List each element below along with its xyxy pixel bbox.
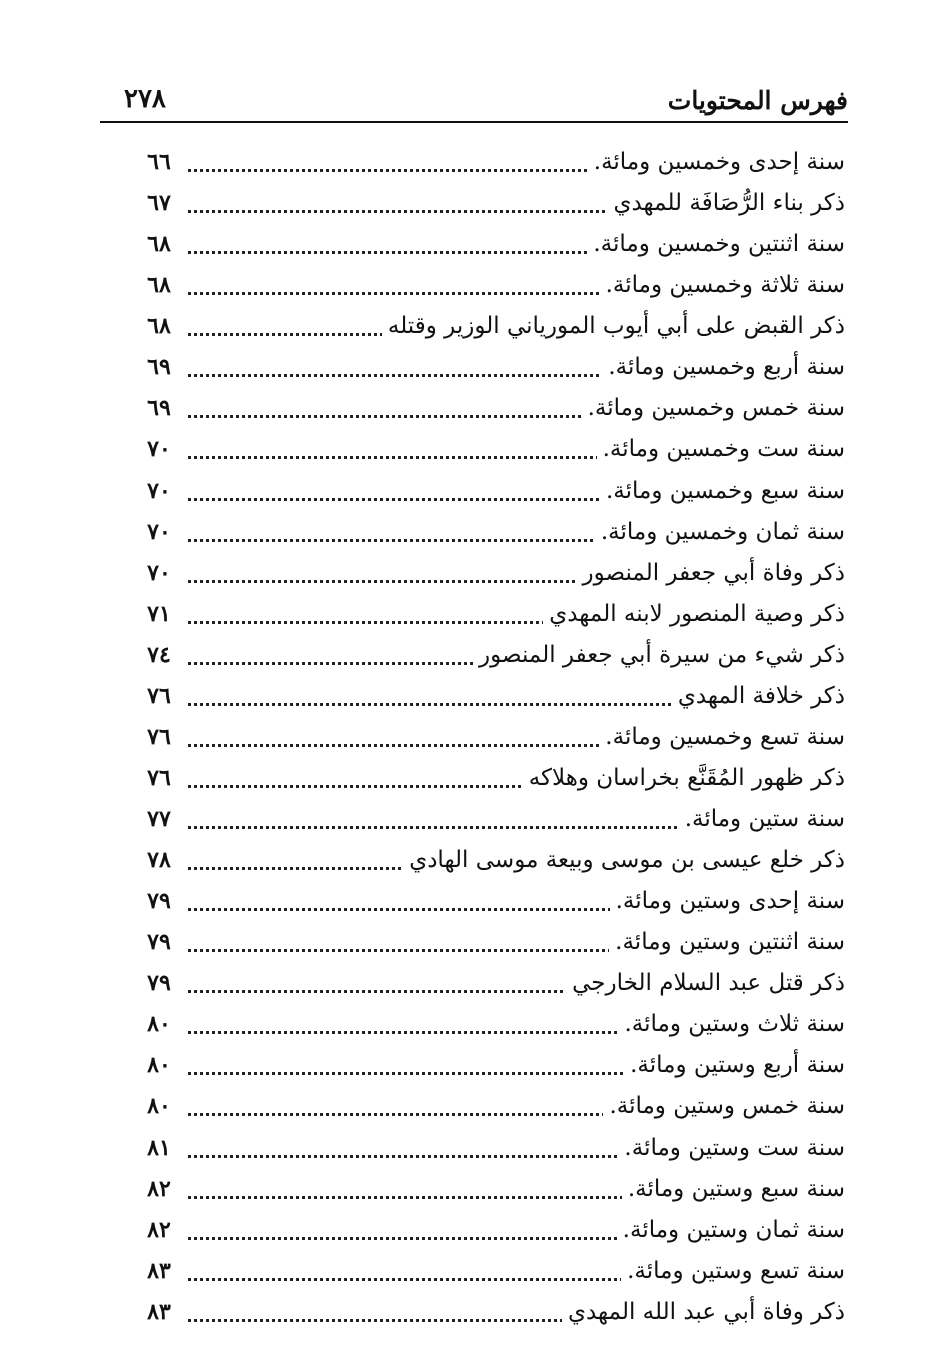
toc-entry-page-number: ٧١ bbox=[147, 600, 171, 627]
toc-entry bbox=[120, 1003, 845, 1044]
toc-entry bbox=[120, 141, 845, 182]
toc-entry-page-number: ٦٨ bbox=[147, 272, 171, 299]
toc-entry-page-number: ٦٧ bbox=[147, 190, 171, 217]
toc-entry-page-number: ٧٨ bbox=[147, 847, 171, 874]
toc-entry-page-number: ٧٠ bbox=[147, 559, 171, 586]
header-page-number: ٢٧٨ bbox=[124, 84, 166, 114]
toc-entry-title: سنة تسع وستين ومائة. bbox=[621, 1256, 845, 1286]
toc-entry bbox=[120, 1127, 845, 1168]
toc-entry-page-number: ٦٩ bbox=[147, 354, 171, 381]
toc-entry-page-number: ٨٢ bbox=[147, 1216, 171, 1243]
toc-entry-page-number: ٧٦ bbox=[147, 764, 171, 791]
toc-entry bbox=[120, 182, 845, 223]
page-header bbox=[100, 80, 848, 120]
toc-entry bbox=[120, 675, 845, 716]
toc-entry-title: سنة ست وستين ومائة. bbox=[618, 1133, 845, 1163]
toc-entry-title: ذكر قتل عبد السلام الخارجي bbox=[566, 968, 845, 998]
toc-entry-title: سنة ستين ومائة. bbox=[679, 804, 845, 834]
toc-entry-title: ذكر خلافة المهدي bbox=[672, 681, 845, 711]
toc-entry-title: سنة ثلاثة وخمسين ومائة. bbox=[600, 270, 845, 300]
toc-entry-title: ذكر وفاة أبي عبد الله المهدي bbox=[562, 1297, 845, 1327]
toc-entry bbox=[120, 716, 845, 757]
toc-entry bbox=[120, 1291, 845, 1332]
toc-entry-page-number: ٦٨ bbox=[147, 231, 171, 258]
toc-entry-page-number: ٨١ bbox=[147, 1134, 171, 1161]
toc-entry-title: سنة اثنتين وخمسين ومائة. bbox=[587, 229, 845, 259]
header-divider bbox=[100, 121, 848, 123]
toc-entry bbox=[120, 634, 845, 675]
toc-entry-title: سنة ثمان وستين ومائة. bbox=[617, 1215, 845, 1245]
toc-entry bbox=[120, 552, 845, 593]
toc-entry-title: سنة تسع وخمسين ومائة. bbox=[599, 722, 845, 752]
toc-entry-title: ذكر وفاة أبي جعفر المنصور bbox=[577, 558, 845, 588]
toc-entry bbox=[120, 1209, 845, 1250]
toc-entry-page-number: ٧٩ bbox=[147, 929, 171, 956]
toc-entry-title: ذكر شيء من سيرة أبي جعفر المنصور bbox=[473, 640, 845, 670]
toc-entry-page-number: ٧٠ bbox=[147, 477, 171, 504]
toc-entry bbox=[120, 511, 845, 552]
toc-entry bbox=[120, 470, 845, 511]
toc-entry-title: ذكر بناء الرُّصَافَة للمهدي bbox=[607, 188, 845, 218]
table-of-contents bbox=[120, 141, 845, 1332]
toc-entry-page-number: ٧٠ bbox=[147, 436, 171, 463]
toc-entry bbox=[120, 962, 845, 1003]
toc-entry-title: سنة خمس وستين ومائة. bbox=[603, 1091, 845, 1121]
toc-entry-title: سنة إحدى وخمسين ومائة. bbox=[588, 147, 845, 177]
toc-entry bbox=[120, 839, 845, 880]
toc-entry-page-number: ٧٦ bbox=[147, 682, 171, 709]
toc-entry-page-number: ٦٦ bbox=[147, 149, 171, 175]
toc-entry-title: سنة أربع وخمسين ومائة. bbox=[602, 352, 845, 382]
toc-entry-title: سنة اثنتين وستين ومائة. bbox=[609, 927, 845, 957]
toc-entry bbox=[120, 880, 845, 921]
toc-entry-page-number: ٦٨ bbox=[147, 313, 171, 340]
toc-entry-title: سنة ثلاث وستين ومائة. bbox=[619, 1009, 846, 1039]
toc-entry-page-number: ٦٩ bbox=[147, 395, 171, 422]
toc-entry-page-number: ٧٧ bbox=[147, 806, 171, 832]
header-title: فهرس المحتويات bbox=[667, 86, 848, 115]
toc-entry-page-number: ٨٠ bbox=[147, 1052, 171, 1079]
toc-entry bbox=[120, 1168, 845, 1209]
toc-entry-title: سنة ست وخمسين ومائة. bbox=[597, 434, 845, 464]
toc-entry-page-number: ٨٢ bbox=[147, 1175, 171, 1202]
toc-entry-title: سنة خمس وخمسين ومائة. bbox=[582, 393, 845, 423]
toc-entry-title: سنة ثمان وخمسين ومائة. bbox=[595, 517, 845, 547]
toc-entry-page-number: ٨٣ bbox=[147, 1298, 171, 1325]
toc-entry bbox=[120, 305, 845, 346]
toc-entry-page-number: ٨٣ bbox=[147, 1257, 171, 1284]
toc-entry-page-number: ٧٩ bbox=[147, 888, 171, 915]
toc-entry-page-number: ٧٠ bbox=[147, 518, 171, 545]
toc-entry-title: سنة أربع وستين ومائة. bbox=[624, 1050, 845, 1080]
toc-entry bbox=[120, 264, 845, 305]
toc-entry-page-number: ٨٠ bbox=[147, 1011, 171, 1038]
toc-entry-page-number: ٧٦ bbox=[147, 723, 171, 750]
toc-entry-title: سنة سبع وستين ومائة. bbox=[622, 1174, 845, 1204]
toc-entry bbox=[120, 428, 845, 469]
toc-entry-title: ذكر القبض على أبي أيوب المورياني الوزير وقتله bbox=[382, 311, 845, 341]
toc-entry-title: سنة سبع وخمسين ومائة. bbox=[600, 476, 845, 506]
toc-entry bbox=[120, 593, 845, 634]
toc-entry-title: ذكر وصية المنصور لابنه المهدي bbox=[543, 599, 845, 629]
toc-entry bbox=[120, 757, 845, 798]
toc-entry bbox=[120, 1044, 845, 1085]
toc-entry bbox=[120, 921, 845, 962]
toc-entry bbox=[120, 798, 845, 839]
toc-entry bbox=[120, 1250, 845, 1291]
toc-entry-title: ذكر ظهور المُقَنَّع بخراسان وهلاكه bbox=[523, 763, 845, 793]
toc-entry bbox=[120, 346, 845, 387]
toc-entry-page-number: ٨٠ bbox=[147, 1093, 171, 1120]
toc-entry bbox=[120, 1085, 845, 1126]
toc-entry bbox=[120, 387, 845, 428]
toc-entry-page-number: ٧٤ bbox=[147, 641, 171, 668]
toc-entry-title: ذكر خلع عيسى بن موسى وبيعة موسى الهادي bbox=[403, 845, 845, 875]
toc-entry bbox=[120, 223, 845, 264]
toc-entry-title: سنة إحدى وستين ومائة. bbox=[610, 886, 845, 916]
toc-entry-page-number: ٧٩ bbox=[147, 970, 171, 997]
